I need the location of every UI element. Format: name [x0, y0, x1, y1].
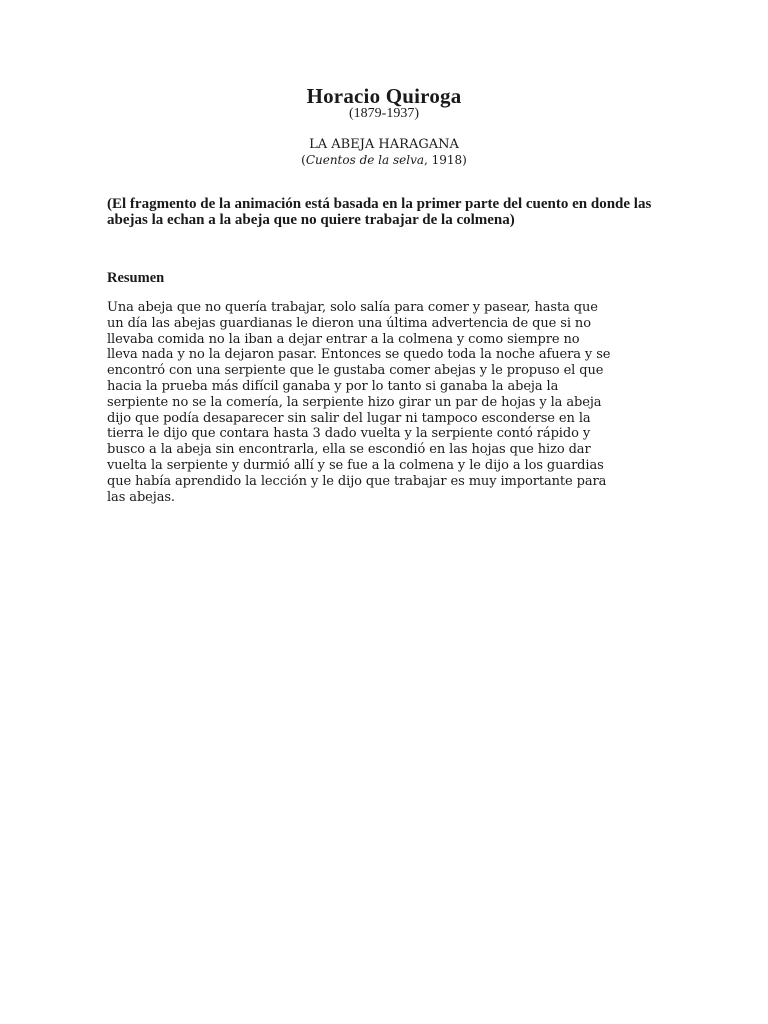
summary-line: un día las abejas guardianas le dieron una última advertencia de que si no	[107, 315, 591, 331]
author-name: Horacio Quiroga	[306, 84, 462, 108]
summary-line: dijo que podía desaparecer sin salir del lugar ni tampoco esconderse en la	[107, 410, 591, 426]
summary-line: serpiente no se la comería, la serpiente hizo girar un par de hojas y la abeja	[107, 394, 602, 410]
summary-line: Una abeja que no quería trabajar, solo salía para comer y pasear, hasta que	[107, 300, 598, 315]
author-years: (1879-1937)	[349, 106, 419, 121]
summary-line: lleva nada y no la dejaron pasar. Entonces se quedo toda la noche afuera y se	[107, 347, 611, 363]
summary-line: hacia la prueba más difícil ganaba y por lo tanto si ganaba la abeja la	[107, 378, 559, 394]
summary-line: llevaba comida no la iban a dejar entrar a la colmena y como siempre no	[107, 331, 580, 347]
source-book-title: Cuentos de la selva	[305, 153, 425, 167]
story-source	[0, 153, 768, 167]
story-title: LA ABEJA HARAGANA	[309, 137, 459, 152]
animation-note: (El fragmento de la animación está basada en la primer parte del cuento en donde las abejas la echan a la abeja que no quiere trabajar de la colmena)	[107, 196, 652, 228]
summary-line: las abejas.	[107, 489, 175, 505]
summary-line: busco a la abeja sin encontrarla, ella se escondió en las hojas que hizo dar	[107, 442, 591, 458]
summary-line: encontró con una serpiente que le gustaba comer abejas y le propuso el que	[107, 363, 604, 379]
summary-line: tierra le dijo que contara hasta 3 dado vuelta y la serpiente contó rápido y	[107, 426, 591, 442]
source-open-paren: (	[301, 153, 306, 167]
summary-heading: Resumen	[107, 270, 165, 286]
summary-line: vuelta la serpiente y durmió allí y se fue a la colmena y le dijo a los guardias	[107, 457, 604, 473]
summary-line: que había aprendido la lección y le dijo que trabajar es muy importante para	[107, 473, 607, 489]
source-year: , 1918)	[424, 153, 467, 167]
summary-body	[107, 300, 667, 505]
